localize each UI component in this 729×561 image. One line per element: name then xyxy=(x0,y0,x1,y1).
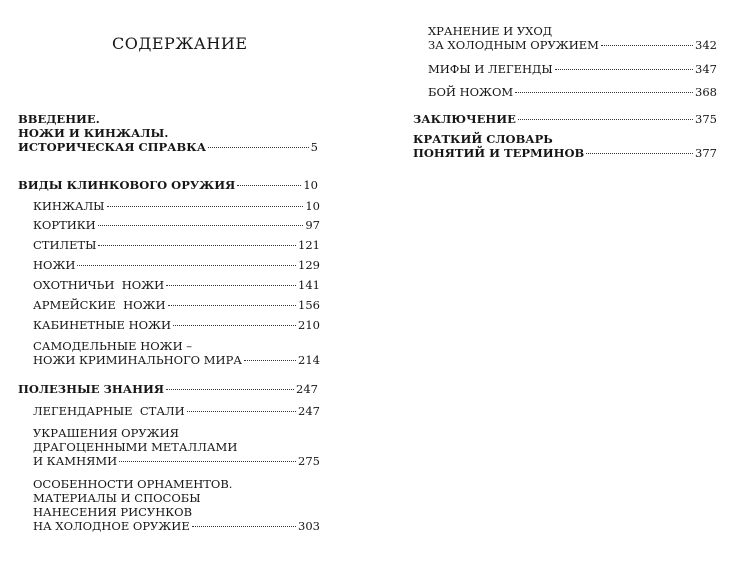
dot-leader xyxy=(244,360,296,361)
toc-page-number: 247 xyxy=(298,404,320,418)
dot-leader xyxy=(208,147,309,148)
dot-leader xyxy=(515,92,693,93)
toc-entry-dirks[interactable] xyxy=(33,218,320,232)
toc-entry-stilettos[interactable] xyxy=(33,238,320,252)
toc-page-number: 214 xyxy=(298,353,320,367)
toc-page-number: 97 xyxy=(305,218,320,232)
dot-leader xyxy=(119,461,296,462)
toc-page-number: 10 xyxy=(305,199,320,213)
toc-entry-line: НА ХОЛОДНОЕ ОРУЖИЕ xyxy=(33,519,190,533)
toc-entry-hunting-knives[interactable] xyxy=(33,278,320,292)
toc-entry-daggers[interactable] xyxy=(33,199,320,213)
toc-entry-line: МАТЕРИАЛЫ И СПОСОБЫ xyxy=(33,491,201,505)
toc-entry-line: ОХОТНИЧЬИ НОЖИ xyxy=(33,278,165,292)
toc-page-number: 141 xyxy=(298,278,320,292)
toc-entry-line: ПОНЯТИЙ И ТЕРМИНОВ xyxy=(413,146,585,160)
toc-entry-line: КРАТКИЙ СЛОВАРЬ xyxy=(413,132,553,146)
dot-leader xyxy=(518,119,693,120)
toc-page-number: 377 xyxy=(695,146,717,160)
toc-entry-line: ХРАНЕНИЕ И УХОД xyxy=(428,24,553,38)
toc-entry-line: БОЙ НОЖОМ xyxy=(428,85,514,99)
toc-entry-line: КИНЖАЛЫ xyxy=(33,199,105,213)
toc-entry-glossary[interactable] xyxy=(413,132,717,160)
toc-entry-line: УКРАШЕНИЯ ОРУЖИЯ xyxy=(33,426,179,440)
dot-leader xyxy=(168,305,297,306)
toc-page-number: 368 xyxy=(695,85,717,99)
toc-page-number: 5 xyxy=(310,140,318,154)
dot-leader xyxy=(586,153,693,154)
toc-entry-useful-knowledge[interactable] xyxy=(18,382,318,396)
toc-entry-line: ИСТОРИЧЕСКАЯ СПРАВКА xyxy=(18,140,207,154)
toc-page-number: 347 xyxy=(695,62,717,76)
toc-entry-legendary-steels[interactable] xyxy=(33,404,320,418)
toc-page-number: 303 xyxy=(298,519,320,533)
toc-entry-line: ДРАГОЦЕННЫМИ МЕТАЛЛАМИ xyxy=(33,440,238,454)
dot-leader xyxy=(187,411,296,412)
toc-entry-knives[interactable] xyxy=(33,258,320,272)
toc-entry-line: ВВЕДЕНИЕ. xyxy=(18,112,100,126)
toc-page-number: 129 xyxy=(298,258,320,272)
dot-leader xyxy=(98,225,304,226)
toc-entry-line: НОЖИ КРИМИНАЛЬНОГО МИРА xyxy=(33,353,243,367)
toc-entry-line: КАБИНЕТНЫЕ НОЖИ xyxy=(33,318,171,332)
toc-entry-line: КОРТИКИ xyxy=(33,218,96,232)
toc-page-number: 275 xyxy=(298,454,320,468)
toc-entry-line: НОЖИ И КИНЖАЛЫ. xyxy=(18,126,169,140)
dot-leader xyxy=(77,265,296,266)
toc-entry-line: ЗАКЛЮЧЕНИЕ xyxy=(413,112,516,126)
toc-entry-line: ПОЛЕЗНЫЕ ЗНАНИЯ xyxy=(18,382,164,396)
toc-entry-line: ЗА ХОЛОДНЫМ ОРУЖИЕМ xyxy=(428,38,599,52)
dot-leader xyxy=(192,526,296,527)
toc-entry-introduction[interactable] xyxy=(18,112,318,154)
toc-entry-knife-fight[interactable] xyxy=(428,85,717,99)
toc-page-number: 342 xyxy=(695,38,717,52)
toc-page-number: 10 xyxy=(303,178,318,192)
toc-entry-homemade-knives[interactable] xyxy=(33,339,320,367)
toc-page-number: 247 xyxy=(296,382,318,396)
dot-leader xyxy=(107,206,304,207)
toc-entry-ornaments[interactable] xyxy=(33,477,320,533)
toc-entry-line: САМОДЕЛЬНЫЕ НОЖИ – xyxy=(33,339,193,353)
toc-entry-office-knives[interactable] xyxy=(33,318,320,332)
toc-entry-blade-types[interactable] xyxy=(18,178,318,192)
toc-entry-conclusion[interactable] xyxy=(413,112,717,126)
toc-entry-line: НОЖИ xyxy=(33,258,76,272)
dot-leader xyxy=(237,185,301,186)
toc-page-number: 121 xyxy=(298,238,320,252)
dot-leader xyxy=(166,389,294,390)
toc-entry-line: ЛЕГЕНДАРНЫЕ СТАЛИ xyxy=(33,404,185,418)
toc-entry-line: АРМЕЙСКИЕ НОЖИ xyxy=(33,298,166,312)
toc-entry-myths-legends[interactable] xyxy=(428,62,717,76)
dot-leader xyxy=(166,285,296,286)
page-heading: СОДЕРЖАНИЕ xyxy=(112,34,248,53)
toc-entry-line: НАНЕСЕНИЯ РИСУНКОВ xyxy=(33,505,193,519)
dot-leader xyxy=(173,325,296,326)
toc-page-number: 210 xyxy=(298,318,320,332)
toc-entry-line: СТИЛЕТЫ xyxy=(33,238,97,252)
toc-page-number: 375 xyxy=(695,112,717,126)
toc-entry-line: ОСОБЕННОСТИ ОРНАМЕНТОВ. xyxy=(33,477,233,491)
toc-entry-storage-care[interactable] xyxy=(428,24,717,52)
toc-entry-line: ВИДЫ КЛИНКОВОГО ОРУЖИЯ xyxy=(18,178,236,192)
dot-leader xyxy=(98,245,296,246)
toc-entry-weapon-decoration[interactable] xyxy=(33,426,320,468)
dot-leader xyxy=(601,45,693,46)
toc-entry-line: И КАМНЯМИ xyxy=(33,454,118,468)
toc-entry-line: МИФЫ И ЛЕГЕНДЫ xyxy=(428,62,553,76)
dot-leader xyxy=(555,69,693,70)
toc-entry-army-knives[interactable] xyxy=(33,298,320,312)
toc-page-number: 156 xyxy=(298,298,320,312)
